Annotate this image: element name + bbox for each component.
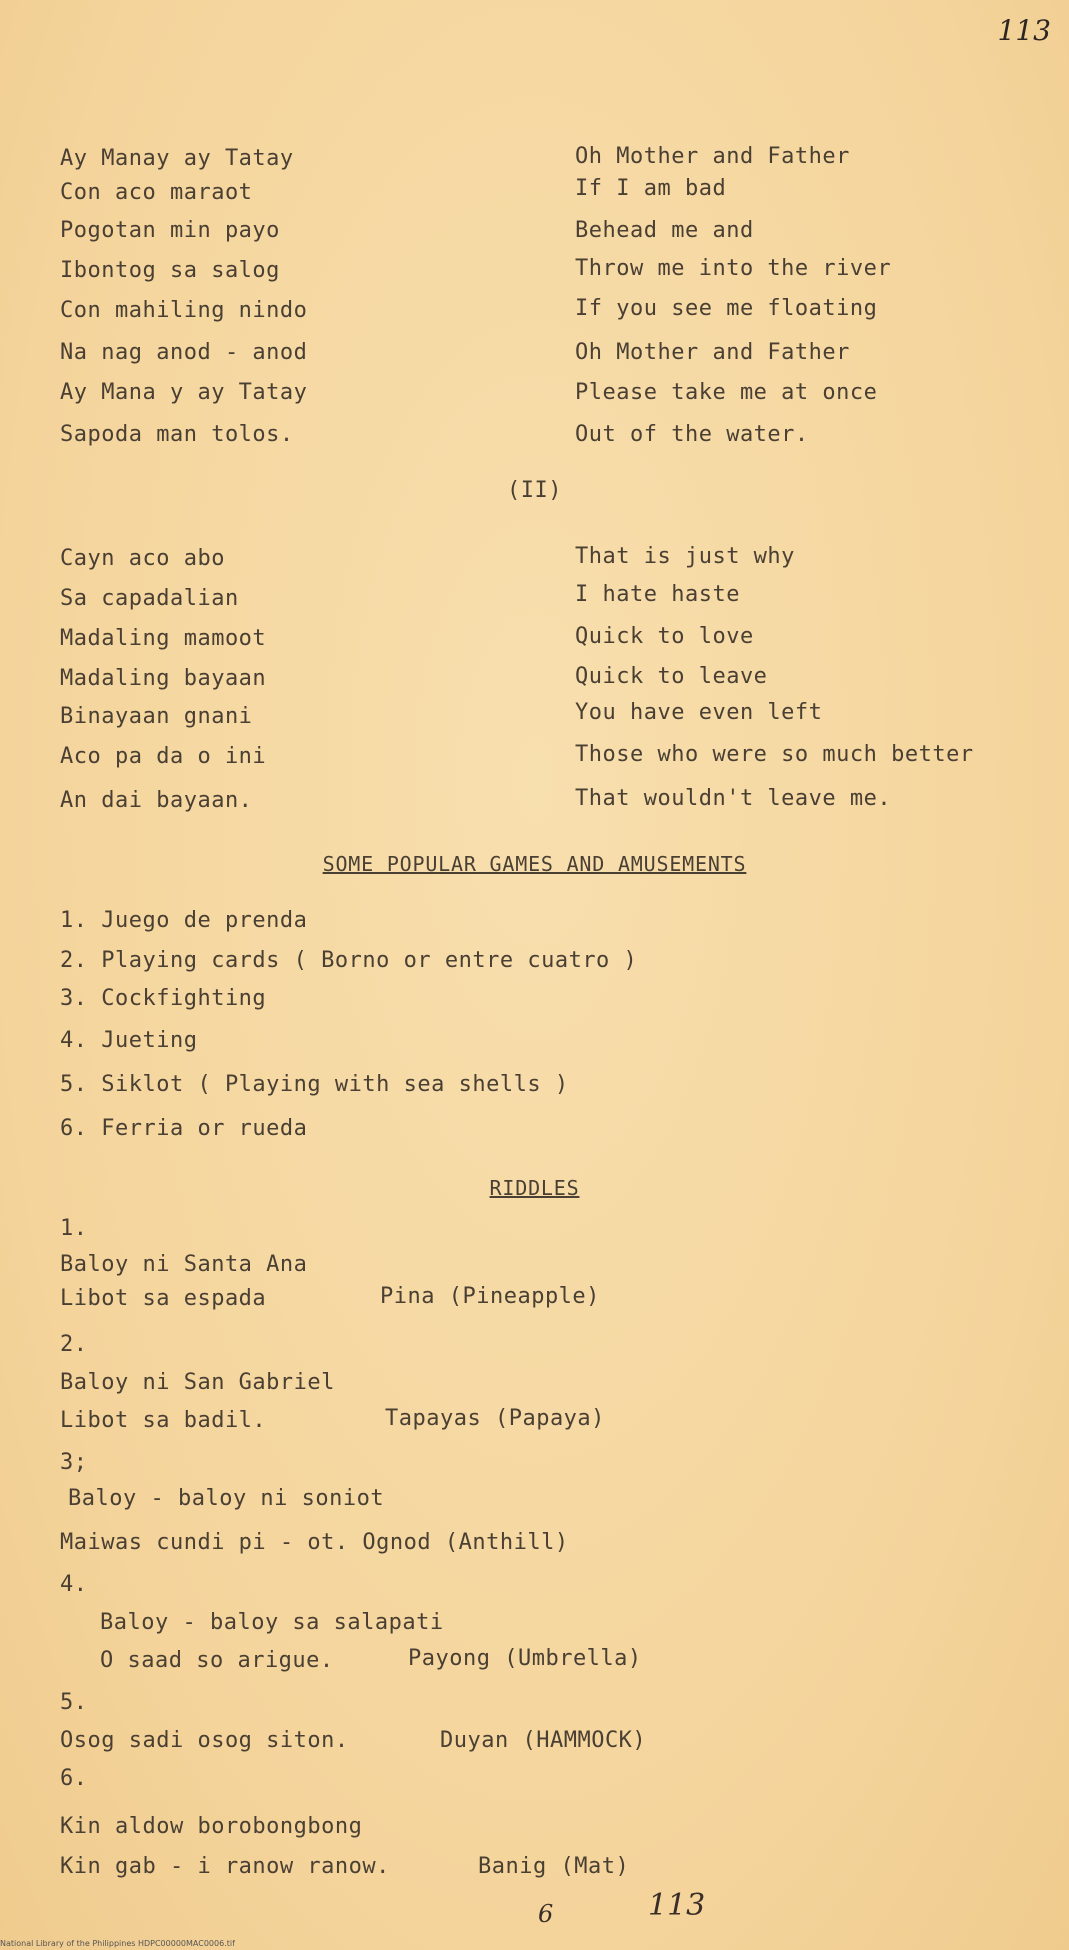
stanza2-right-line: You have even left: [575, 700, 823, 725]
riddle-line: Baloy - baloy ni soniot: [68, 1486, 385, 1511]
stanza2-right-line: Quick to leave: [575, 664, 768, 689]
riddle-number: 4.: [60, 1572, 88, 1597]
games-list-item: 6. Ferria or rueda: [60, 1116, 308, 1141]
riddle-number: 1.: [60, 1216, 88, 1241]
games-list-item: 4. Jueting: [60, 1028, 198, 1053]
stanza2-left-line: Aco pa da o ini: [60, 744, 267, 769]
stanza2-right-line: Quick to love: [575, 624, 754, 649]
stanza1-right-line: Oh Mother and Father: [575, 340, 850, 365]
riddles-heading: RIDDLES: [489, 1176, 580, 1200]
stanza1-right-line: Behead me and: [575, 218, 754, 243]
stanza1-right-line: Out of the water.: [575, 422, 809, 447]
riddle-number: 6.: [60, 1766, 88, 1791]
riddle-number: 5.: [60, 1690, 88, 1715]
stanza2-right-line: I hate haste: [575, 582, 740, 607]
riddle-answer: Duyan (HAMMOCK): [440, 1728, 647, 1753]
riddle-line: Kin gab - i ranow ranow.: [60, 1854, 390, 1879]
riddle-line: Libot sa espada: [60, 1286, 267, 1311]
stanza2-left-line: Sa capadalian: [60, 586, 239, 611]
stanza1-left-line: Con aco maraot: [60, 180, 253, 205]
riddle-line: Kin aldow borobongbong: [60, 1814, 363, 1839]
stanza2-left-line: Cayn aco abo: [60, 546, 225, 571]
riddle-answer: Tapayas (Papaya): [385, 1406, 605, 1431]
games-list-item: 5. Siklot ( Playing with sea shells ): [60, 1072, 569, 1097]
riddle-line: Libot sa badil.: [60, 1408, 267, 1433]
stanza1-left-line: Con mahiling nindo: [60, 298, 308, 323]
stanza1-right-line: Please take me at once: [575, 380, 878, 405]
riddle-line: Baloy ni San Gabriel: [60, 1370, 335, 1395]
games-heading: SOME POPULAR GAMES AND AMUSEMENTS: [322, 852, 747, 876]
riddle-line: Maiwas cundi pi - ot. Ognod (Anthill): [60, 1530, 569, 1555]
stanza2-left-line: Binayaan gnani: [60, 704, 253, 729]
stanza1-left-line: Pogotan min payo: [60, 218, 280, 243]
stanza1-left-line: Ay Mana y ay Tatay: [60, 380, 308, 405]
games-list-item: 3. Cockfighting: [60, 986, 267, 1011]
stanza2-right-line: That wouldn't leave me.: [575, 786, 892, 811]
stanza1-left-line: Ibontog sa salog: [60, 258, 280, 283]
riddle-number: 3;: [60, 1450, 88, 1475]
games-list-item: 2. Playing cards ( Borno or entre cuatro ): [60, 948, 638, 973]
riddle-answer: Pina (Pineapple): [380, 1284, 600, 1309]
stanza1-left-line: Na nag anod - anod: [60, 340, 308, 365]
stanza2-left-line: An dai bayaan.: [60, 788, 253, 813]
section-label: (II): [507, 478, 562, 503]
stanza2-right-line: Those who were so much better: [575, 742, 974, 767]
stanza2-right-line: That is just why: [575, 544, 795, 569]
riddle-line: O saad so arigue.: [100, 1648, 334, 1673]
stanza1-left-line: Ay Manay ay Tatay: [60, 146, 294, 171]
stanza2-left-line: Madaling mamoot: [60, 626, 267, 651]
page-number-handwritten-bottom: 113: [648, 1888, 706, 1923]
stanza2-left-line: Madaling bayaan: [60, 666, 267, 691]
stanza1-right-line: If you see me floating: [575, 296, 878, 321]
riddle-line: Baloy - baloy sa salapati: [100, 1610, 444, 1635]
riddle-answer: Payong (Umbrella): [408, 1646, 642, 1671]
stanza1-right-line: Throw me into the river: [575, 256, 892, 281]
riddle-line: Baloy ni Santa Ana: [60, 1252, 308, 1277]
stanza1-right-line: Oh Mother and Father: [575, 144, 850, 169]
archive-footer: National Library of the Philippines HDPC00000MAC0006.tif: [0, 1939, 235, 1948]
page-number-handwritten-top: 113: [997, 14, 1051, 47]
riddle-line: Osog sadi osog siton.: [60, 1728, 349, 1753]
riddle-answer: Banig (Mat): [478, 1854, 630, 1879]
riddle-number: 2.: [60, 1332, 88, 1357]
stanza1-left-line: Sapoda man tolos.: [60, 422, 294, 447]
page-number-typed-bottom: 6: [538, 1900, 554, 1928]
stanza1-right-line: If I am bad: [575, 176, 727, 201]
games-list-item: 1. Juego de prenda: [60, 908, 308, 933]
